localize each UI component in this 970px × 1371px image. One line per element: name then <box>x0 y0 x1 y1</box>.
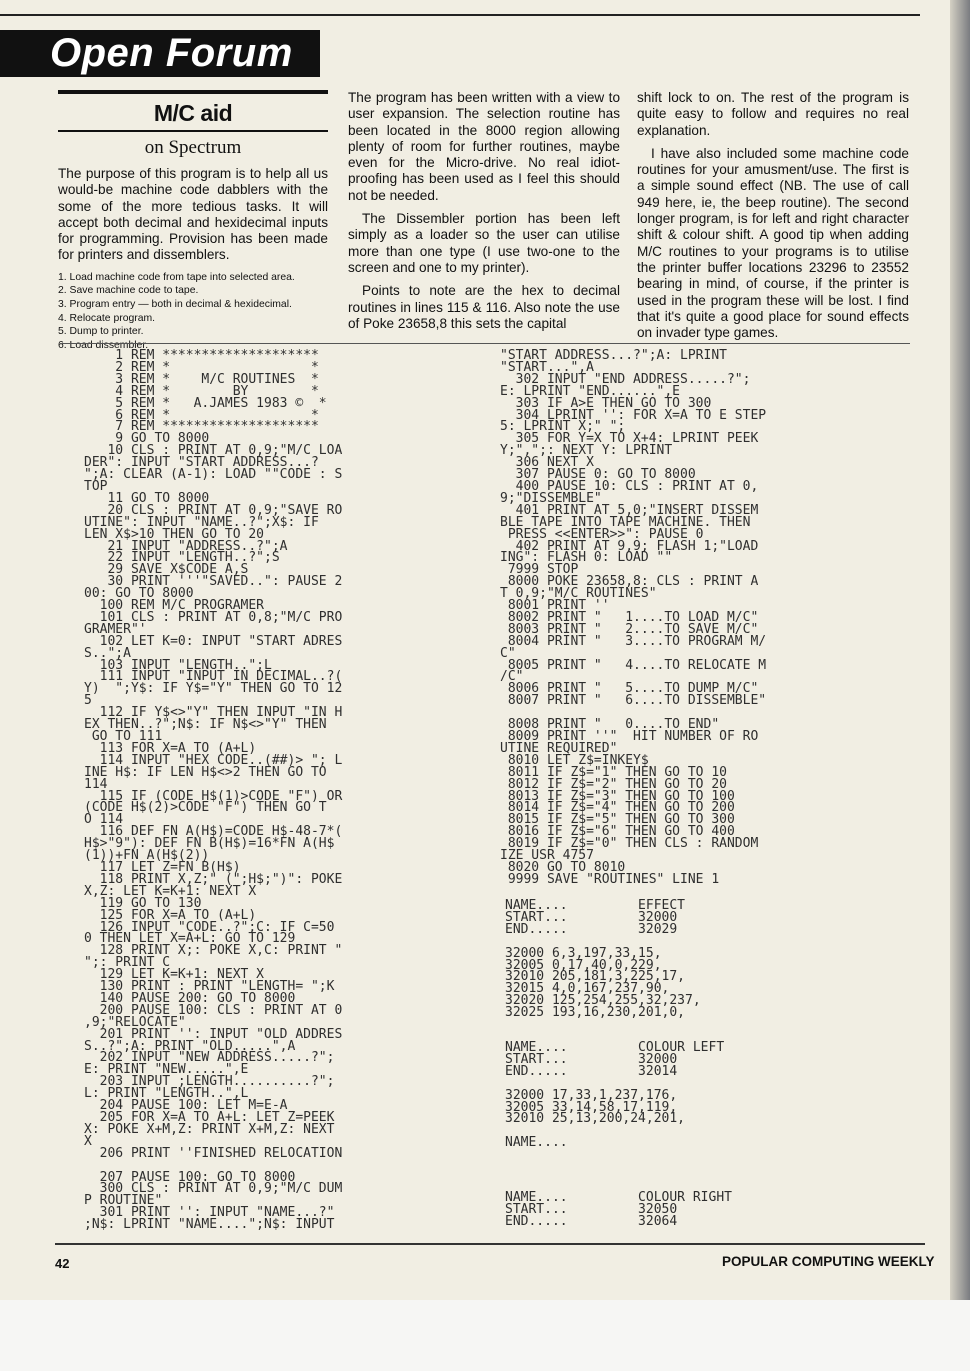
article-column-2 <box>348 90 620 339</box>
top-rule <box>0 14 920 16</box>
body-paragraph: I have also included some machine code routines for your amusment/use. The first is a simple sound effect (NB. The use of call 949 here, ie, the beep routine). The second longer program, is for left and right character shift & colour shift. A good tip when adding M/C routines to your programs is to utilise the printer buffer locations 23296 to 23552 bearing in mind, of course, if the printer is used in the program these will be lost. I find that it's quite a good place for sound effects on invader type games. <box>637 145 909 341</box>
page-number: 42 <box>55 1256 70 1271</box>
body-paragraph: The Dissembler portion has been left simply as a loader so the user can utilise more than one type (I use two-one to the screen and one to my printer). <box>348 211 620 275</box>
scan-bottom-margin <box>0 1300 970 1371</box>
article-title: M/C aid <box>153 100 233 126</box>
feature-item: 6. Load dissembler. <box>58 339 149 351</box>
page-edge-shadow <box>950 0 970 1300</box>
article-title-box <box>58 90 328 132</box>
article-column-1 <box>58 90 328 352</box>
feature-item: 5. Dump to printer. <box>58 326 144 338</box>
magazine-name: POPULAR COMPUTING WEEKLY <box>722 1254 935 1269</box>
feature-item: 4. Relocate program. <box>58 312 156 324</box>
mc-listing-colour-right: NAME.... COLOUR RIGHT START... 32050 END..... 32064 <box>505 1190 732 1229</box>
feature-item: 2. Save machine code to tape. <box>58 285 199 297</box>
body-paragraph: shift lock to on. The rest of the program is quite easy to follow and requires no real explanation. <box>637 90 909 138</box>
mc-listing-effect: NAME.... EFFECT START... 32000 END..... 32029 32000 6,3,197,33,15, 32005 0,17,40,0,229, 32010 205,181,3,225,17, 32015 4,0,167,237,90, 32020 125,254,255,32,237, 32025 193,16,230,201,0, <box>505 898 701 1021</box>
feature-item: 1. Load machine code from tape into selected area. <box>58 271 295 283</box>
article-subtitle: on Spectrum <box>144 137 242 158</box>
feature-item: 3. Program entry — both in decimal & hexidecimal. <box>58 298 292 310</box>
article-column-3 <box>637 90 909 348</box>
section-title: Open Forum <box>50 31 293 75</box>
body-paragraph: The program has been written with a view to user expansion. The selection routine has been located in the 8000 region allowing plenty of room for further routines, maybe even for the Micro-drive. No real idiot-proofing has been used as I feel this should not be needed. <box>348 90 620 203</box>
footer-rule <box>55 1243 925 1245</box>
basic-listing-left: 1 REM ******************** 2 REM * * 3 REM * M/C ROUTINES * 4 REM * BY * 5 REM * A.JAMES 1983 © * 6 REM * * 7 REM ******************** 9 GO TO 8000 10 CLS : PRINT AT 0,9;"M/C LOA DER": INPUT "START ADDRESS...? ";A: CLEAR (A-1): LOAD ""CODE : S TOP 11 GO TO 8000 20 CLS : PRINT AT 0,9;"SAVE RO UTINE": INPUT "NAME..?";X$: IF LEN X$>10 THEN GO TO 20 21 INPUT "ADDRESS..?";A 22 INPUT "LENGTH..?";S 29 SAVE X$CODE A,S 30 PRINT '''"SAVED..": PAUSE 2 00: GO TO 8000 100 REM M/C PROGRAMER 101 CLS : PRINT AT 0,8;"M/C PRO GRAMER"' 102 LET K=0: INPUT "START ADRES S..";A 103 INPUT "LENGTH..";L 111 INPUT "INPUT IN DECIMAL..?( Y) ";Y$: IF Y$="Y" THEN GO TO 12 5 112 IF Y$<>"Y" THEN INPUT "IN H EX THEN..?";N$: IF N$<>"Y" THEN GO TO 111 113 FOR X=A TO (A+L) 114 INPUT "HEX CODE..(##)> "; L INE H$: IF LEN H$<>2 THEN GO TO 114 115 IF (CODE H$(1)>CODE "F") OR (CODE H$(2)>CODE "F") THEN GO T O 114 116 DEF FN A(H$)=CODE H$-48-7*( H$>"9"): DEF FN B(H$)=16*FN A(H$ (1))+FN A(H$(2)) 117 LET Z=FN B(H$) 118 PRINT X,Z;" (";H$;")": POKE X,Z: LET K=K+1: NEXT X 119 GO TO 130 125 FOR X=A TO (A+L) 126 INPUT "CODE..?";C: IF C=50 0 THEN LET X=A+L: GO TO 129 128 PRINT X;: POKE X,C: PRINT " ";: PRINT C 129 LET K=K+1: NEXT X 130 PRINT : PRINT "LENGTH= ";K 140 PAUSE 200: GO TO 8000 200 PAUSE 100: CLS : PRINT AT 0 ,9;"RELOCATE" 201 PRINT '': INPUT "OLD ADDRES S..?";A: PRINT "OLD.....",A 202 INPUT "NEW ADDRESS.....?"; E: PRINT "NEW.....",E 203 INPUT ;LENGTH..........?"; L: PRINT "LENGTH..",L 204 PAUSE 100: LET M=E-A 205 FOR X=A TO A+L: LET Z=PEEK X: POKE X+M,Z: PRINT X+M,Z: NEXT X 206 PRINT ''FINISHED RELOCATION 207 PAUSE 100: GO TO 8000 300 CLS : PRINT AT 0,9;"M/C DUM P ROUTINE" 301 PRINT '': INPUT "NAME...?" ;N$: LPRINT "NAME....";N$: INPUT <box>84 348 343 1233</box>
mc-listing-colour-left: NAME.... COLOUR LEFT START... 32000 END..... 32014 32000 17,33,1,237,176, 32005 33,14,58,17,119, 32010 25,13,200,24,201, NAME.... <box>505 1040 725 1151</box>
basic-listing-right: "START ADDRESS...?";A: LPRINT "START...",A 302 INPUT "END ADDRESS.....?"; E: LPRINT "END......",E 303 IF A>E THEN GO TO 300 304 LPRINT '': FOR X=A TO E STEP 5: LPRINT X;" "; 305 FOR Y=X TO X+4: LPRINT PEEK Y;",";: NEXT Y: LPRINT 306 NEXT X 307 PAUSE 0: GO TO 8000 400 PAUSE 10: CLS : PRINT AT 0, 9;"DISSEMBLE" 401 PRINT AT 5,0;"INSERT DISSEM BLE TAPE INTO TAPE MACHINE. THEN PRESS <<ENTER>>": PAUSE 0 402 PRINT AT 9,9; FLASH 1;"LOAD ING": FLASH 0: LOAD "" 7999 STOP 8000 POKE 23658,8: CLS : PRINT A T 0,9;"M/C ROUTINES" 8001 PRINT '' 8002 PRINT " 1....TO LOAD M/C" 8003 PRINT " 2....TO SAVE M/C" 8004 PRINT " 3....TO PROGRAM M/ C" 8005 PRINT " 4....TO RELOCATE M /C" 8006 PRINT " 5....TO DUMP M/C" 8007 PRINT " 6....TO DISSEMBLE" 8008 PRINT " 0....TO END" 8009 PRINT ''" HIT NUMBER OF RO UTINE REQUIRED" 8010 LET Z$=INKEY$ 8011 IF Z$="1" THEN GO TO 10 8012 IF Z$="2" THEN GO TO 20 8013 IF Z$="3" THEN GO TO 100 8014 IF Z$="4" THEN GO TO 200 8015 IF Z$="5" THEN GO TO 300 8016 IF Z$="6" THEN GO TO 400 8019 IF Z$="0" THEN CLS : RANDOM IZE USR 4757 8020 GO TO 8010 9999 SAVE "ROUTINES" LINE 1 <box>500 348 767 887</box>
intro-paragraph: The purpose of this program is to help all us would-be machine code dabblers with the some of the more tedious tasks. It will accept both decimal and hexidecimal inputs for programming. Provision has been made for printers and dissemblers. <box>58 166 328 263</box>
feature-list <box>58 271 328 353</box>
body-paragraph: Points to note are the hex to decimal routines in lines 115 & 116. Also note the use of Poke 23658,8 this sets the capital <box>348 283 620 331</box>
